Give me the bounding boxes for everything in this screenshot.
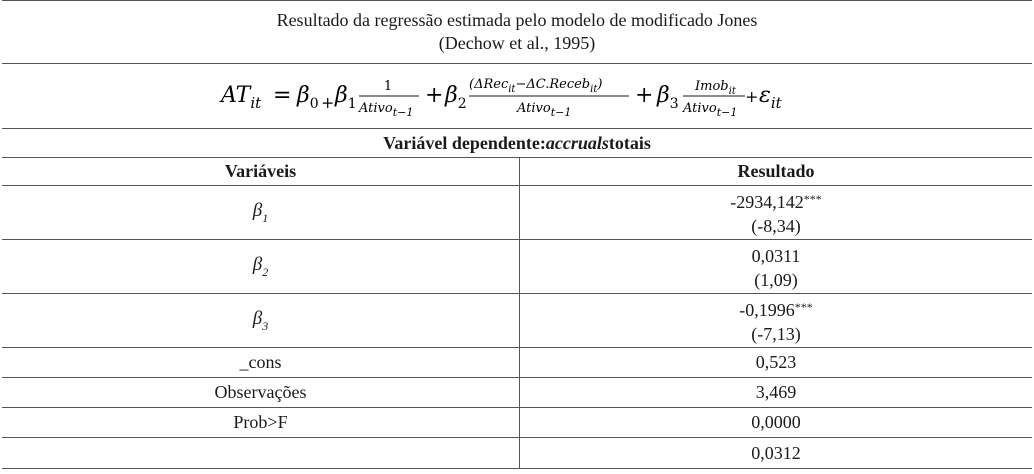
formula-epsilon: $\varepsilon_{it}$ <box>759 83 782 112</box>
caption-citation: (Dechow et al., 1995) <box>438 33 596 53</box>
formula-eq: = <box>273 83 292 108</box>
result-cell: 0,0311 (1,09) <box>520 240 1033 294</box>
table-row <box>2 348 1032 378</box>
regression-table-page <box>2 0 1032 472</box>
frac1-numerator: 1 <box>383 79 393 94</box>
header-variables: Variáveis <box>2 158 520 186</box>
formula-plus-3: + <box>745 87 759 106</box>
variable-cell <box>2 186 520 240</box>
formula-beta0: $\beta_0$ <box>297 83 319 112</box>
frac3-denominator: Ativo$_{t-1}$ <box>683 101 738 119</box>
beta-symbol: $\beta_3$ <box>252 307 269 333</box>
table-caption <box>2 0 1032 63</box>
formula-lhs: $AT_{it}$ <box>221 83 262 112</box>
result-cell: -2934,142*** (-8,34) <box>520 186 1033 240</box>
formula-plus-1: + <box>425 83 444 108</box>
beta-symbol: $\beta_2$ <box>252 253 269 279</box>
variable-cell <box>2 438 520 469</box>
formula-beta3: $\beta_3$ <box>657 83 679 112</box>
dependent-suffix: totais <box>608 132 651 153</box>
result-cell: -0,1996*** (-7,13) <box>520 294 1033 348</box>
variable-cell: _cons <box>2 348 520 378</box>
dependent-prefix: Variável dependente: <box>383 132 546 153</box>
table-row <box>2 294 1032 348</box>
variable-cell: Observações <box>2 378 520 408</box>
formula-beta2: $\beta_2$ <box>445 83 467 112</box>
table-row <box>2 378 1032 408</box>
formula-svg <box>217 68 817 124</box>
table-row <box>2 438 1032 469</box>
beta-symbol: $\beta_1$ <box>252 199 269 225</box>
dependent-italic: accruals <box>545 132 609 153</box>
header-result: Resultado <box>520 158 1033 186</box>
table-header-row <box>2 158 1032 186</box>
frac2-numerator: (ΔRec$_{it}$−ΔC.Receb$_{it}$) <box>469 77 603 95</box>
variable-cell: Prob>F <box>2 408 520 438</box>
table-row <box>2 186 1032 240</box>
model-formula <box>2 63 1032 128</box>
frac3-numerator: Imob$_{it}$ <box>695 79 736 97</box>
result-cell: 0,523 <box>520 348 1033 378</box>
result-cell: 3,469 <box>520 378 1033 408</box>
formula-plus-2: + <box>635 83 654 108</box>
formula-plus-0: + <box>321 93 335 112</box>
variable-cell <box>2 294 520 348</box>
frac1-denominator: Ativo$_{t-1}$ <box>359 101 414 119</box>
dependent-variable-heading <box>2 128 1032 157</box>
results-table <box>2 157 1032 469</box>
caption-title: Resultado da regressão estimada pelo modelo de modificado Jones <box>276 10 758 30</box>
table-row <box>2 240 1032 294</box>
frac2-denominator: Ativo$_{t-1}$ <box>517 101 572 119</box>
result-cell: 0,0312 <box>520 438 1033 469</box>
result-cell: 0,0000 <box>520 408 1033 438</box>
variable-cell <box>2 240 520 294</box>
formula-beta1: $\beta_1$ <box>335 83 357 112</box>
table-row <box>2 408 1032 438</box>
